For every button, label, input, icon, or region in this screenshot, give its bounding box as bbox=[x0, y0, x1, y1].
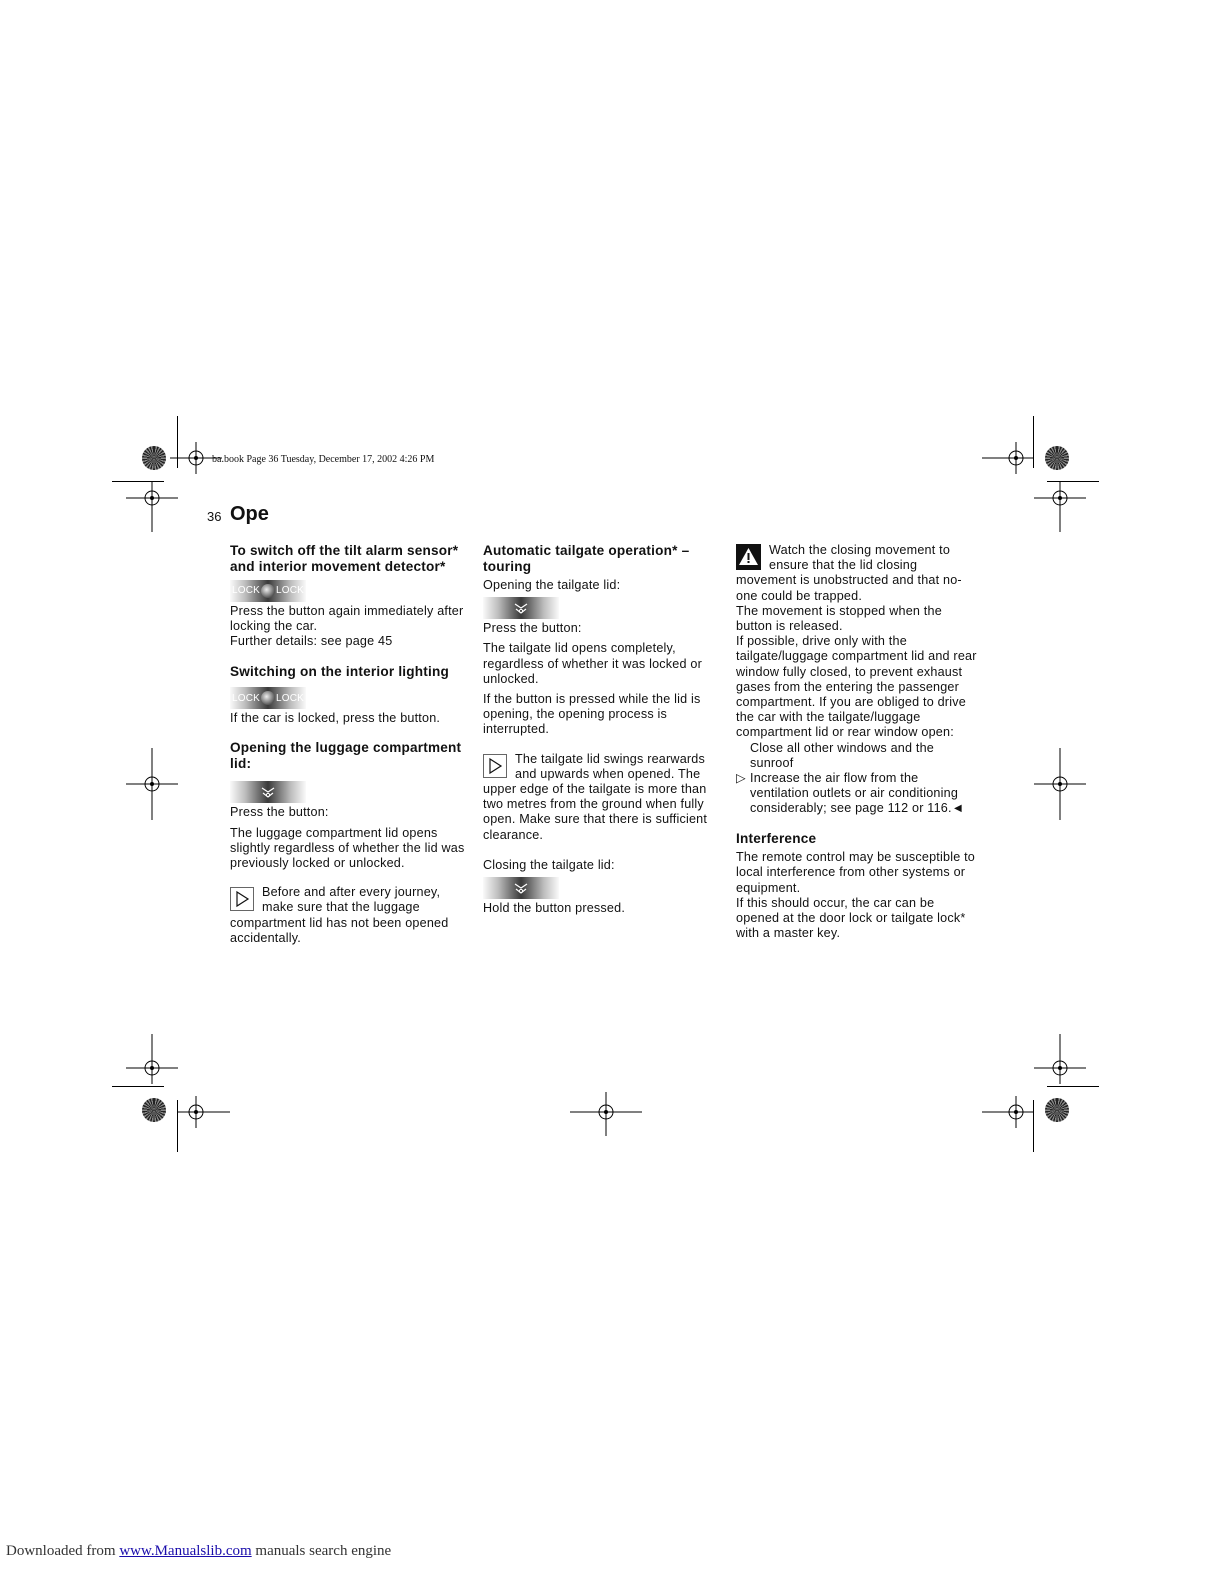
footer-suffix: manuals search engine bbox=[251, 1543, 392, 1559]
heading-interior-lighting: Switching on the interior lighting bbox=[230, 663, 449, 679]
tailgate-button-image bbox=[483, 877, 559, 899]
tailgate-button-image bbox=[483, 597, 559, 619]
button-dot-icon bbox=[261, 691, 275, 705]
manualslib-link[interactable]: www.Manualslib.com bbox=[119, 1543, 252, 1559]
heading-luggage-lid: Opening the luggage compartment lid: bbox=[230, 740, 462, 771]
download-footer bbox=[6, 1543, 391, 1560]
warning-box bbox=[736, 543, 978, 604]
registration-circle-icon bbox=[1045, 446, 1069, 470]
note-arrow-icon bbox=[483, 754, 507, 778]
registration-circle-icon bbox=[142, 446, 166, 470]
column-3 bbox=[736, 543, 978, 946]
list-item: Close all other windows and the sunroof bbox=[750, 740, 935, 770]
crosshair-icon bbox=[982, 1088, 1034, 1136]
paragraph: The luggage compartment lid opens slightly regardless of whether the lid was previously locked or unlocked. bbox=[230, 825, 465, 870]
crosshair-icon bbox=[126, 476, 178, 532]
warning-triangle-icon bbox=[736, 544, 761, 570]
print-header: ba.book Page 36 Tuesday, December 17, 2002 4:26 PM bbox=[212, 454, 435, 465]
footer-prefix: Downloaded from bbox=[6, 1543, 120, 1559]
paragraph: Press the button: bbox=[483, 621, 582, 636]
crosshair-icon bbox=[170, 1088, 230, 1136]
list-item-text: Increase the air flow from the ventilation outlets or air conditioning considerably; see page 112 or 116.◄ bbox=[750, 771, 965, 816]
heading-tilt-alarm: To switch off the tilt alarm sensor* and interior movement detector* bbox=[230, 543, 459, 574]
lock-button-image bbox=[230, 687, 306, 709]
paragraph: If possible, drive only with the tailgate/luggage compartment lid and rear window fully closed, to prevent exhaust gases from the entering the passenger compartment. If you are obliged to drive the car with the tailgate/luggage compartment lid or rear window open: bbox=[736, 634, 977, 740]
paragraph: Press the button: bbox=[230, 805, 329, 820]
tailgate-close-icon bbox=[513, 880, 529, 896]
lock-label: LOCK bbox=[232, 692, 261, 704]
page-number: 36 bbox=[207, 509, 222, 524]
bullet-arrow-icon: ▷ bbox=[736, 771, 746, 786]
lock-button-image bbox=[230, 580, 306, 602]
page-title: Ope bbox=[230, 503, 269, 525]
paragraph: Press the button again immediately after locking the car. bbox=[230, 604, 464, 634]
lock-label: LOCK bbox=[275, 692, 304, 704]
crosshair-icon bbox=[1034, 476, 1086, 532]
list-item bbox=[736, 771, 978, 817]
paragraph: If this should occur, the car can be opened at the door lock or tailgate lock* with a master key. bbox=[736, 895, 966, 941]
paragraph: The movement is stopped when the button is released. bbox=[736, 603, 942, 634]
paragraph: Hold the button pressed. bbox=[483, 901, 626, 916]
crosshair-icon bbox=[126, 748, 178, 820]
paragraph: Opening the tailgate lid: bbox=[483, 578, 621, 592]
warning-text: Watch the closing movement to ensure that the lid closing movement is unobstructed and that no-one could be trapped. bbox=[736, 543, 962, 603]
trunk-button-image bbox=[230, 781, 306, 803]
crosshair-icon bbox=[1034, 1034, 1086, 1090]
note-arrow-icon bbox=[230, 887, 254, 911]
registration-circle-icon bbox=[142, 1098, 166, 1122]
tailgate-open-icon bbox=[513, 600, 529, 616]
note-text: Before and after every journey, make sure that the luggage compartment lid has not been opened accidentally. bbox=[230, 885, 449, 945]
paragraph: If the button is pressed while the lid is opening, the opening process is interrupted. bbox=[483, 692, 701, 737]
heading-automatic-tailgate: Automatic tailgate operation* – touring bbox=[483, 543, 690, 574]
lock-label: LOCK bbox=[232, 585, 261, 597]
crosshair-icon bbox=[982, 434, 1034, 482]
note-box bbox=[230, 885, 475, 946]
paragraph: Further details: see page 45 bbox=[230, 634, 393, 649]
button-dot-icon bbox=[261, 584, 275, 598]
paragraph: The tailgate lid opens completely, regardless of whether it was locked or unlocked. bbox=[483, 641, 702, 686]
registration-circle-icon bbox=[1045, 1098, 1069, 1122]
note-box bbox=[483, 752, 723, 843]
column-2 bbox=[483, 543, 723, 921]
heading-interference: Interference bbox=[736, 830, 817, 846]
paragraph: Closing the tailgate lid: bbox=[483, 857, 615, 872]
paragraph: The remote control may be susceptible to local interference from other systems or equipment. bbox=[736, 850, 975, 895]
crosshair-icon bbox=[1034, 748, 1086, 820]
column-1 bbox=[230, 543, 475, 946]
paragraph: If the car is locked, press the button. bbox=[230, 711, 441, 726]
note-text: The tailgate lid swings rearwards and upwards when opened. The upper edge of the tailgate is more than two metres from the ground when fully open. Make sure that there is sufficient clearance. bbox=[483, 751, 708, 842]
lock-label: LOCK bbox=[275, 585, 304, 597]
crosshair-icon bbox=[570, 1088, 642, 1136]
crosshair-icon bbox=[126, 1034, 178, 1090]
trunk-open-icon bbox=[260, 784, 276, 800]
